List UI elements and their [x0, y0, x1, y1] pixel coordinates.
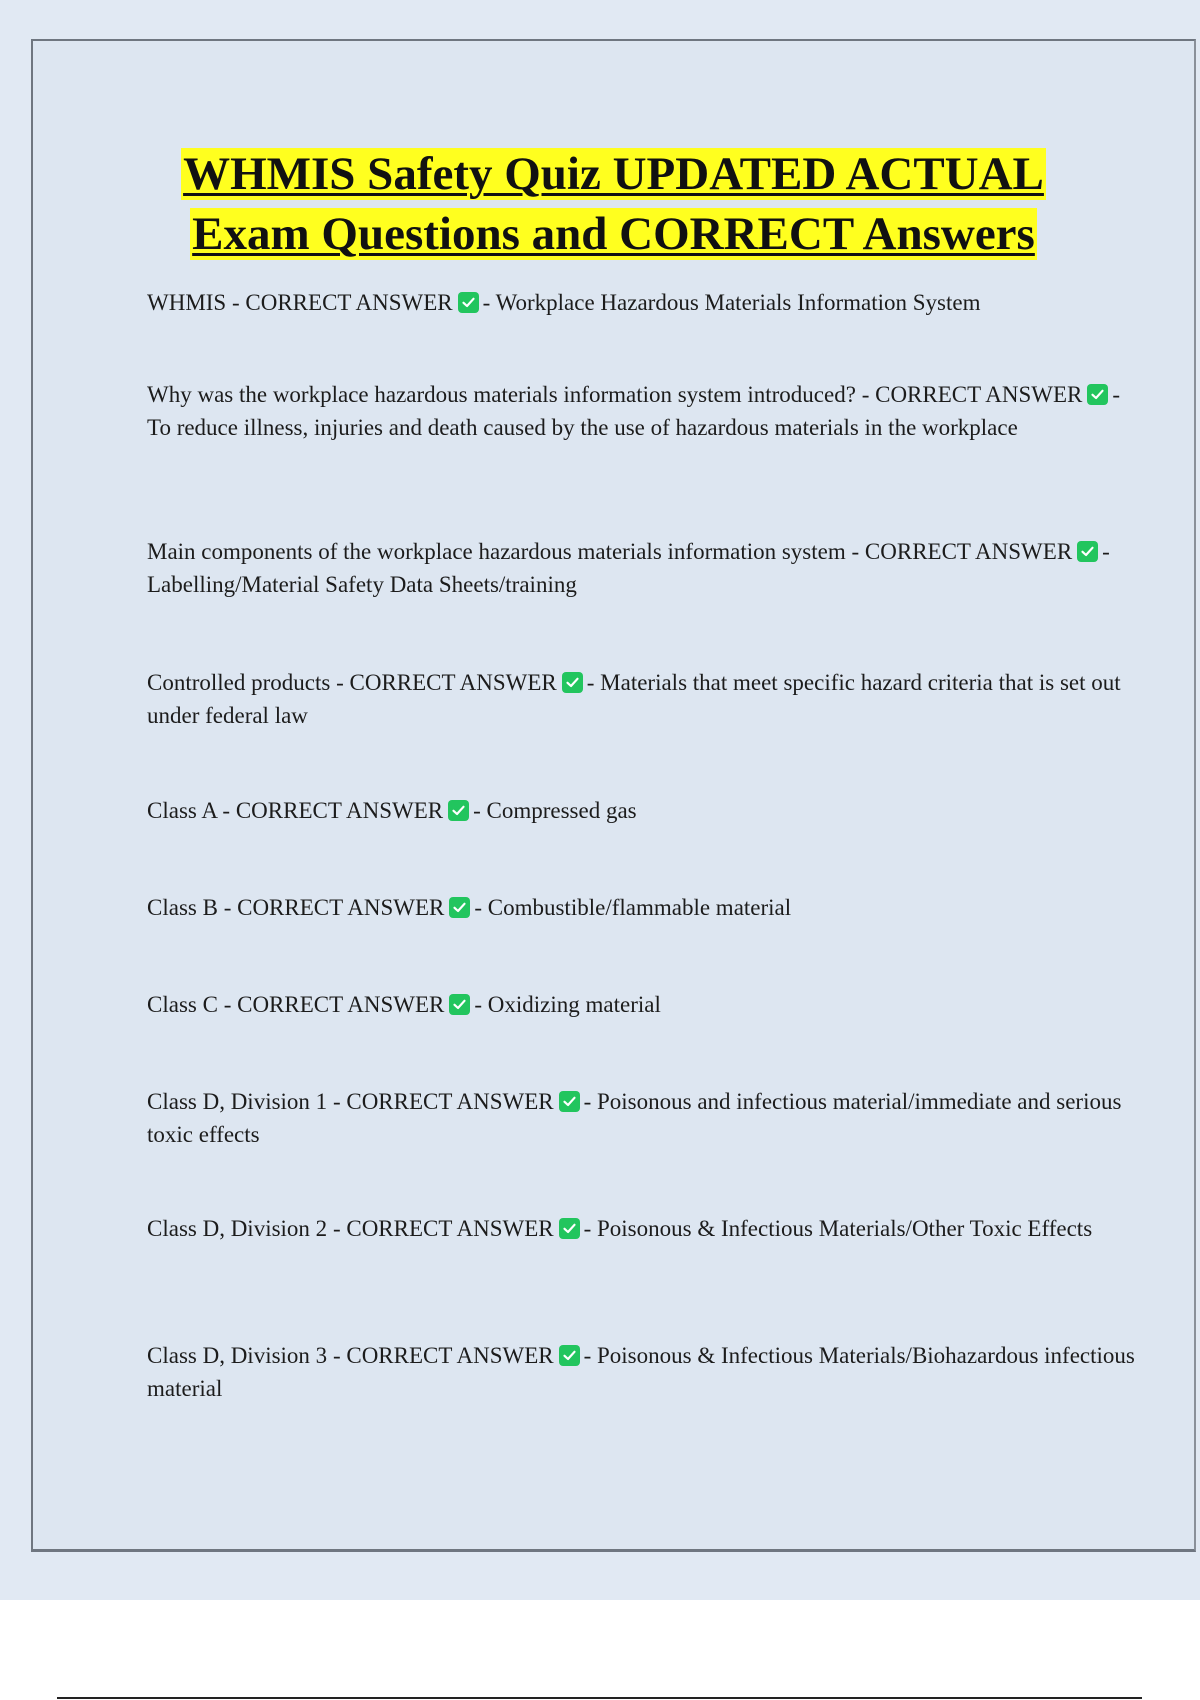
- correct-answer-label: - CORRECT ANSWER: [223, 992, 445, 1017]
- correct-answer-label: - CORRECT ANSWER: [332, 1216, 554, 1241]
- answer-text: - Workplace Hazardous Materials Information System: [482, 290, 981, 315]
- green-checkmark-icon: [559, 1218, 580, 1239]
- answer-text: - Combustible/flammable material: [474, 895, 792, 920]
- qa-item: [147, 891, 1137, 924]
- answer-text: - Poisonous and infectious material/immediate and serious toxic effects: [147, 1089, 1122, 1147]
- question-text: Class A: [147, 798, 217, 823]
- correct-answer-label: - CORRECT ANSWER: [222, 798, 444, 823]
- question-text: Why was the workplace hazardous materials information system introduced?: [147, 382, 856, 407]
- question-text: WHMIS: [147, 290, 227, 315]
- qa-item: [147, 1085, 1137, 1151]
- green-checkmark-icon: [448, 800, 469, 821]
- title-line-2: Exam Questions and CORRECT Answers: [192, 208, 1035, 260]
- title-line-1: WHMIS Safety Quiz UPDATED ACTUAL: [183, 148, 1044, 200]
- correct-answer-label: - CORRECT ANSWER: [223, 895, 445, 920]
- correct-answer-label: - CORRECT ANSWER: [861, 382, 1083, 407]
- correct-answer-label: - CORRECT ANSWER: [336, 670, 557, 695]
- question-text: Class B: [147, 895, 218, 920]
- green-checkmark-icon: [1087, 384, 1108, 405]
- answer-text: - Compressed gas: [473, 798, 637, 823]
- document-title: [33, 144, 1194, 264]
- document-page: [31, 39, 1196, 1552]
- footer-divider: [57, 1697, 1142, 1699]
- qa-item: [147, 666, 1137, 732]
- qa-item: [147, 1212, 1137, 1245]
- green-checkmark-icon: [559, 1091, 580, 1112]
- question-text: Class D, Division 3: [147, 1343, 328, 1368]
- question-text: Class D, Division 2: [147, 1216, 328, 1241]
- question-text: Controlled products: [147, 670, 331, 695]
- question-text: Class C: [147, 992, 218, 1017]
- correct-answer-label: - CORRECT ANSWER: [231, 290, 453, 315]
- answer-text: - To reduce illness, injuries and death caused by the use of hazardous materials in the workplace: [147, 382, 1121, 440]
- question-text: Class D, Division 1: [147, 1089, 328, 1114]
- answer-text: - Materials that meet specific hazard criteria that is set out under federal law: [147, 670, 1121, 728]
- answer-text: - Poisonous & Infectious Materials/Biohazardous infectious material: [147, 1343, 1135, 1401]
- correct-answer-label: - CORRECT ANSWER: [332, 1089, 554, 1114]
- qa-item: [147, 378, 1137, 444]
- qa-item: [147, 1339, 1137, 1405]
- answer-text: - Poisonous & Infectious Materials/Other Toxic Effects: [583, 1216, 1093, 1241]
- answer-text: - Labelling/Material Safety Data Sheets/training: [147, 539, 1110, 597]
- green-checkmark-icon: [1077, 541, 1098, 562]
- question-text: Main components of the workplace hazardous materials information system: [147, 539, 846, 564]
- qa-item: [147, 286, 1137, 319]
- green-checkmark-icon: [559, 1345, 580, 1366]
- green-checkmark-icon: [449, 897, 470, 918]
- green-checkmark-icon: [449, 994, 470, 1015]
- green-checkmark-icon: [562, 672, 583, 693]
- correct-answer-label: - CORRECT ANSWER: [332, 1343, 554, 1368]
- qa-item: [147, 988, 1137, 1021]
- correct-answer-label: - CORRECT ANSWER: [851, 539, 1073, 564]
- qa-item: [147, 535, 1137, 601]
- qa-item: [147, 794, 1137, 827]
- green-checkmark-icon: [458, 292, 479, 313]
- answer-text: - Oxidizing material: [474, 992, 661, 1017]
